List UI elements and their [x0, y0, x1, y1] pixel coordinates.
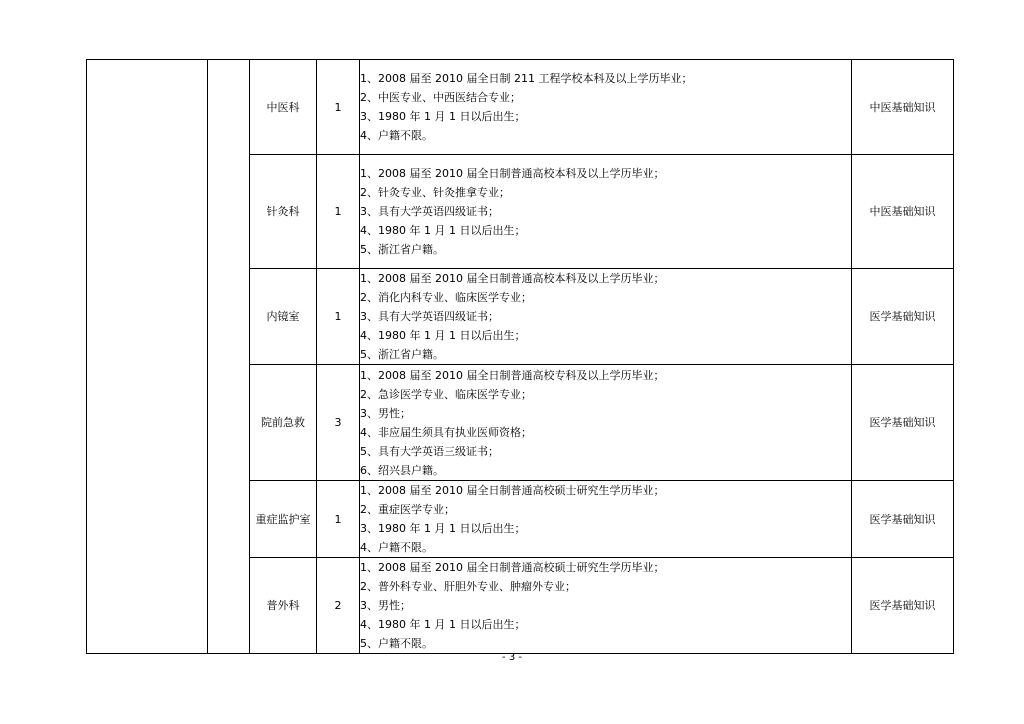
- recruitment-table: [86, 59, 954, 654]
- requirements-cell: [360, 558, 852, 654]
- department-cell: 重症监护室: [250, 481, 317, 558]
- requirement-line: 4、非应届生须具有执业医师资格；: [360, 425, 532, 439]
- count-cell: 2: [317, 558, 360, 654]
- requirement-line: 1、2008 届至 2010 届全日制 211 工程学校本科及以上学历毕业；: [360, 72, 693, 85]
- requirement-line: 3、1980 年 1 月 1 日以后出生；: [360, 110, 526, 123]
- requirement-line: 2、普外科专业、肝胆外专业、肿瘤外专业；: [360, 580, 576, 593]
- requirement-line: 5、具有大学英语三级证书；: [360, 444, 499, 458]
- exam-subject-cell: 医学基础知识: [852, 481, 954, 558]
- requirements-cell: [360, 269, 852, 365]
- requirement-line: 5、户籍不限。: [360, 637, 433, 650]
- requirements-cell: [360, 365, 852, 481]
- requirement-line: 3、1980 年 1 月 1 日以后出生；: [360, 522, 526, 535]
- requirements-cell: [360, 155, 852, 269]
- requirement-line: 4、户籍不限。: [360, 541, 433, 554]
- requirements-cell: [360, 60, 852, 155]
- requirement-line: 1、2008 届至 2010 届全日制普通高校专科及以上学历毕业；: [360, 368, 665, 382]
- count-cell: 3: [317, 365, 360, 481]
- page-number: - 3 -: [502, 652, 522, 663]
- requirement-line: 1、2008 届至 2010 届全日制普通高校硕士研究生学历毕业；: [360, 484, 665, 497]
- department-cell: 针灸科: [250, 155, 317, 269]
- exam-subject-cell: 医学基础知识: [852, 269, 954, 365]
- requirement-line: 6、绍兴县户籍。: [360, 463, 444, 477]
- requirement-line: 4、户籍不限。: [360, 129, 433, 142]
- unit-cell: [87, 60, 208, 654]
- requirement-line: 4、1980 年 1 月 1 日以后出生；: [360, 329, 526, 342]
- requirement-line: 5、浙江省户籍。: [360, 243, 444, 256]
- blank-cell: [208, 60, 250, 654]
- requirement-line: 3、具有大学英语四级证书；: [360, 310, 499, 323]
- exam-subject-cell: 中医基础知识: [852, 60, 954, 155]
- requirements-cell: [360, 481, 852, 558]
- exam-subject-cell: 医学基础知识: [852, 365, 954, 481]
- count-cell: 1: [317, 481, 360, 558]
- table-row: [87, 60, 954, 155]
- count-cell: 1: [317, 60, 360, 155]
- exam-subject-cell: 中医基础知识: [852, 155, 954, 269]
- department-cell: 中医科: [250, 60, 317, 155]
- requirement-line: 2、消化内科专业、临床医学专业；: [360, 291, 532, 304]
- department-cell: 内镜室: [250, 269, 317, 365]
- exam-subject-cell: 医学基础知识: [852, 558, 954, 654]
- count-cell: 1: [317, 269, 360, 365]
- requirement-line: 5、浙江省户籍。: [360, 348, 444, 361]
- requirement-line: 3、男性；: [360, 599, 411, 612]
- requirement-line: 2、中医专业、中西医结合专业；: [360, 91, 521, 104]
- requirement-line: 3、男性；: [360, 406, 411, 420]
- requirement-line: 2、急诊医学专业、临床医学专业；: [360, 387, 532, 401]
- requirement-line: 1、2008 届至 2010 届全日制普通高校本科及以上学历毕业；: [360, 167, 665, 180]
- requirement-line: 1、2008 届至 2010 届全日制普通高校本科及以上学历毕业；: [360, 272, 665, 285]
- requirement-line: 2、针灸专业、针灸推拿专业；: [360, 186, 510, 199]
- requirement-line: 1、2008 届至 2010 届全日制普通高校硕士研究生学历毕业；: [360, 561, 665, 574]
- requirement-line: 4、1980 年 1 月 1 日以后出生；: [360, 224, 526, 237]
- department-cell: 院前急救: [250, 365, 317, 481]
- count-cell: 1: [317, 155, 360, 269]
- requirement-line: 3、具有大学英语四级证书；: [360, 205, 499, 218]
- department-cell: 普外科: [250, 558, 317, 654]
- requirement-line: 4、1980 年 1 月 1 日以后出生；: [360, 618, 526, 631]
- requirement-line: 2、重症医学专业；: [360, 503, 455, 516]
